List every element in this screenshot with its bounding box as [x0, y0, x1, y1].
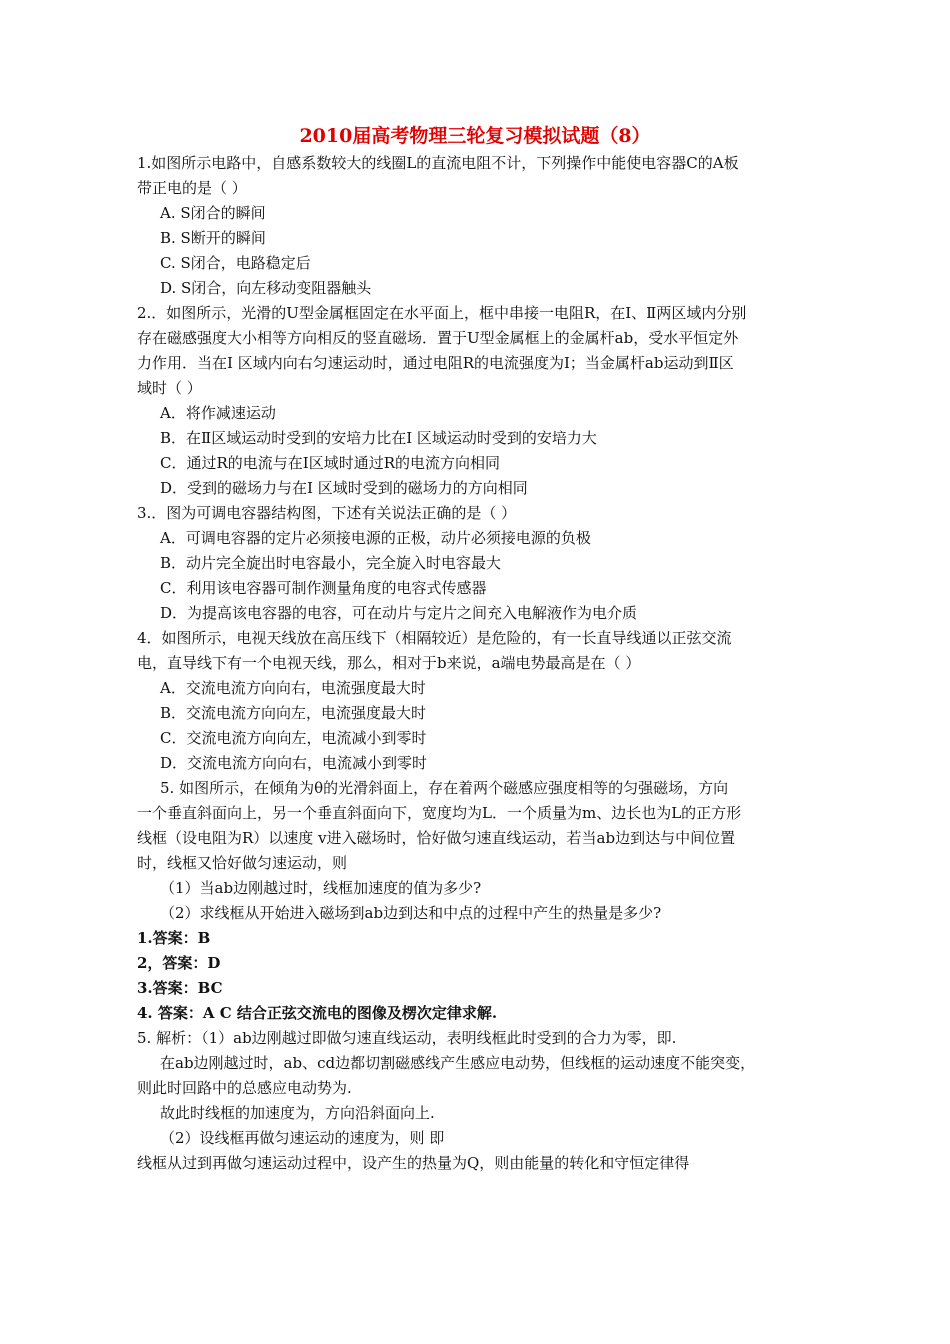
- q2-option-d: D．受到的磁场力与在I 区域时受到的磁场力的方向相同: [160, 479, 528, 497]
- q3-option-d: D．为提高该电容器的电容，可在动片与定片之间充入电解液作为电介质: [160, 604, 638, 622]
- q5-stem-line-3: 线框（设电阻为R）以速度 v进入磁场时，恰好做匀速直线运动，若当ab边到达与中间位置: [137, 829, 736, 847]
- answer-5-line-3: 则此时回路中的总感应电动势为.: [137, 1079, 352, 1097]
- q5-subquestion-1: （1）当ab边刚越过时，线框加速度的值为多少?: [160, 879, 482, 897]
- q1-option-a: A. S闭合的瞬间: [160, 204, 266, 222]
- q5-stem-line-4: 时，线框又恰好做匀速运动，则: [137, 854, 348, 872]
- answer-2: 2，答案：D: [137, 954, 221, 972]
- q5-subquestion-2: （2）求线框从开始进入磁场到ab边到达和中点的过程中产生的热量是多少?: [160, 904, 662, 922]
- answer-5-line-2: 在ab边刚越过时，ab、cd边都切割磁感线产生感应电动势，但线框的运动速度不能突变，: [160, 1054, 756, 1072]
- q1-stem-line-2: 带正电的是（ ）: [137, 179, 247, 197]
- q1-stem-line-1: 1.如图所示电路中，自感系数较大的线圈L的直流电阻不计，下列操作中能使电容器C的A板: [137, 154, 739, 172]
- answer-5-line-1: 5. 解析：（1）ab边刚越过即做匀速直线运动，表明线框此时受到的合力为零，即.: [137, 1029, 677, 1047]
- q4-stem-line-1: 4．如图所示，电视天线放在高压线下（相隔较近）是危险的，有一长直导线通以正弦交流: [137, 629, 732, 647]
- answer-4: 4. 答案：A C 结合正弦交流电的图像及楞次定律求解.: [137, 1004, 498, 1022]
- q2-option-b: B．在Ⅱ区域运动时受到的安培力比在I 区域运动时受到的安培力大: [160, 429, 597, 447]
- q4-option-c: C．交流电流方向向左，电流减小到零时: [160, 729, 427, 747]
- q3-option-b: B．动片完全旋出时电容最小，完全旋入时电容最大: [160, 554, 502, 572]
- q3-stem-line-1: 3.．图为可调电容器结构图，下述有关说法正确的是（ ）: [137, 504, 517, 522]
- answer-5-line-4: 故此时线框的加速度为，方向沿斜面向上.: [160, 1104, 435, 1122]
- q2-stem-line-1: 2.．如图所示，光滑的U型金属框固定在水平面上，框中串接一电阻R，在I、Ⅱ两区域内分别: [137, 304, 747, 322]
- q5-stem-line-1: 5. 如图所示，在倾角为θ的光滑斜面上，存在着两个磁感应强度相等的匀强磁场，方向: [160, 779, 729, 797]
- q2-stem-line-3: 力作用．当在I 区域内向右匀速运动时，通过电阻R的电流强度为I；当金属杆ab运动到Ⅱ区: [137, 354, 734, 372]
- q1-option-b: B. S断开的瞬间: [160, 229, 266, 247]
- answer-5-line-5: （2）设线框再做匀速运动的速度为，则 即: [160, 1129, 445, 1147]
- q2-option-a: A．将作减速运动: [160, 404, 276, 422]
- q4-option-a: A．交流电流方向向右，电流强度最大时: [160, 679, 426, 697]
- answer-1: 1.答案：B: [137, 929, 211, 947]
- page-title: 2010届高考物理三轮复习模拟试题（8）: [299, 125, 651, 147]
- answer-3: 3.答案：BC: [137, 979, 223, 997]
- q2-stem-line-4: 域时（ ）: [137, 379, 202, 397]
- q4-option-d: D．交流电流方向向右，电流减小到零时: [160, 754, 428, 772]
- q3-option-c: C．利用该电容器可制作测量角度的电容式传感器: [160, 579, 487, 597]
- q5-stem-line-2: 一个垂直斜面向上，另一个垂直斜面向下，宽度均为L．一个质量为m、边长也为L的正方形: [137, 804, 742, 822]
- q3-option-a: A．可调电容器的定片必须接电源的正极，动片必须接电源的负极: [160, 529, 591, 547]
- q2-option-c: C．通过R的电流与在I区域时通过R的电流方向相同: [160, 454, 500, 472]
- answer-5-line-6: 线框从过到再做匀速运动过程中，设产生的热量为Q，则由能量的转化和守恒定律得: [137, 1154, 690, 1172]
- q4-option-b: B．交流电流方向向左，电流强度最大时: [160, 704, 427, 722]
- q1-option-c: C. S闭合，电路稳定后: [160, 254, 311, 272]
- q4-stem-line-2: 电，直导线下有一个电视天线，那么，相对于b来说，a端电势最高是在（ ）: [137, 654, 641, 672]
- q2-stem-line-2: 存在磁感强度大小相等方向相反的竖直磁场．置于U型金属框上的金属杆ab，受水平恒定外: [137, 329, 739, 347]
- q1-option-d: D. S闭合，向左移动变阻器触头: [160, 279, 372, 297]
